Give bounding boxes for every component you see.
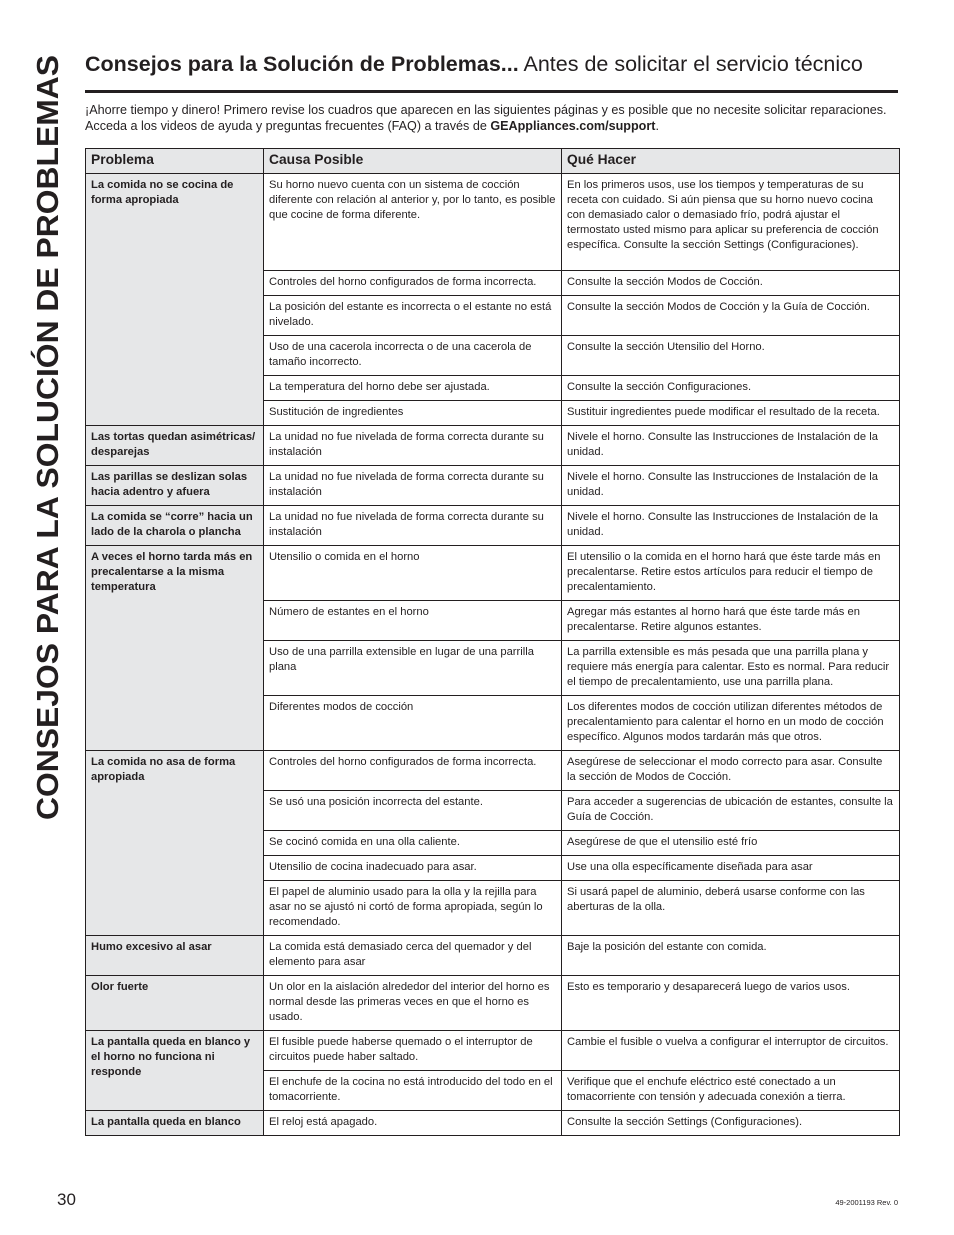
troubleshooting-table	[85, 148, 900, 1136]
cause-cell: El fusible puede haberse quemado o el interruptor de circuitos puede haber saltado.	[264, 1031, 562, 1071]
cause-cell: Uso de una cacerola incorrecta o de una cacerola de tamaño incorrecto.	[264, 336, 562, 376]
action-cell: Agregar más estantes al horno hará que éste tarde más en precalentarse. Retire algunos estantes.	[562, 601, 900, 641]
page-number: 30	[57, 1190, 76, 1209]
table-row	[86, 751, 900, 791]
table-header-row	[86, 149, 900, 174]
action-cell: Los diferentes modos de cocción utilizan diferentes métodos de precalentamiento para calentar el horno en un modo de cocción específico. Algunos modos tardarán más que otros.	[562, 696, 900, 751]
cause-cell: Se usó una posición incorrecta del estante.	[264, 791, 562, 831]
intro-text: ¡Ahorre tiempo y dinero! Primero revise los cuadros que aparecen en las siguientes páginas y es posible que no necesite solicitar reparaciones. Acceda a los videos de ayuda y preguntas frecuentes (FAQ) a través de	[85, 103, 887, 133]
table-row	[86, 466, 900, 506]
action-cell: Si usará papel de aluminio, deberá usarse conforme con las aberturas de la olla.	[562, 881, 900, 936]
action-cell: Consulte la sección Modos de Cocción.	[562, 271, 900, 296]
action-cell: Asegúrese de seleccionar el modo correcto para asar. Consulte la sección de Modos de Cocción.	[562, 751, 900, 791]
action-cell: Para acceder a sugerencias de ubicación de estantes, consulte la Guía de Cocción.	[562, 791, 900, 831]
intro-end: .	[655, 118, 659, 133]
problem-cell: A veces el horno tarda más en precalentarse a la misma temperatura	[86, 546, 264, 751]
table-row	[86, 426, 900, 466]
cause-cell: La unidad no fue nivelada de forma correcta durante su instalación	[264, 426, 562, 466]
header-divider	[85, 90, 898, 93]
column-header-cause: Causa Posible	[264, 149, 562, 174]
action-cell: Asegúrese de que el utensilio esté frío	[562, 831, 900, 856]
problem-cell: Las parillas se deslizan solas hacia adentro y afuera	[86, 466, 264, 506]
action-cell: Cambie el fusible o vuelva a configurar el interruptor de circuitos.	[562, 1031, 900, 1071]
action-cell: Verifique que el enchufe eléctrico esté conectado a un tomacorriente con tensión y adecuada conexión a tierra.	[562, 1071, 900, 1111]
problem-cell: La pantalla queda en blanco	[86, 1111, 264, 1136]
intro-paragraph	[85, 103, 898, 134]
cause-cell: Utensilio de cocina inadecuado para asar.	[264, 856, 562, 881]
action-cell: La parrilla extensible es más pesada que una parrilla plana y requiere más energía para calentar. Esto es normal. Para reducir el tiempo de precalentamiento, use una parrilla plana.	[562, 641, 900, 696]
action-cell: Consulte la sección Settings (Configuraciones).	[562, 1111, 900, 1136]
action-cell: Nivele el horno. Consulte las Instrucciones de Instalación de la unidad.	[562, 426, 900, 466]
cause-cell: Sustitución de ingredientes	[264, 401, 562, 426]
page-title-bold: Consejos para la Solución de Problemas...	[85, 52, 519, 76]
action-cell: Consulte la sección Utensilio del Horno.	[562, 336, 900, 376]
action-cell: Esto es temporario y desaparecerá luego de varios usos.	[562, 976, 900, 1031]
action-cell: Consulte la sección Configuraciones.	[562, 376, 900, 401]
cause-cell: Número de estantes en el horno	[264, 601, 562, 641]
table-row	[86, 1111, 900, 1136]
action-cell: Sustituir ingredientes puede modificar el resultado de la receta.	[562, 401, 900, 426]
problem-cell: Olor fuerte	[86, 976, 264, 1031]
cause-cell: Controles del horno configurados de forma incorrecta.	[264, 751, 562, 791]
side-title-text: CONSEJOS PARA LA SOLUCIÓN DE PROBLEMAS	[30, 75, 65, 820]
problem-cell: La comida se “corre” hacia un lado de la charola o plancha	[86, 506, 264, 546]
cause-cell: La posición del estante es incorrecta o el estante no está nivelado.	[264, 296, 562, 336]
problem-cell: Humo excesivo al asar	[86, 936, 264, 976]
support-link[interactable]: GEAppliances.com/support	[490, 118, 656, 133]
cause-cell: Un olor en la aislación alrededor del interior del horno es normal desde las primeras veces en que el horno es usado.	[264, 976, 562, 1031]
cause-cell: La comida está demasiado cerca del quemador y del elemento para asar	[264, 936, 562, 976]
cause-cell: El reloj está apagado.	[264, 1111, 562, 1136]
action-cell: Use una olla específicamente diseñada para asar	[562, 856, 900, 881]
page-header	[85, 50, 898, 78]
action-cell: Consulte la sección Modos de Cocción y la Guía de Cocción.	[562, 296, 900, 336]
problem-cell: Las tortas quedan asimétricas/ desparejas	[86, 426, 264, 466]
action-cell: En los primeros usos, use los tiempos y temperaturas de su receta con cuidado. Si aún piensa que su horno nuevo cocina con demasiado calor o demasiado frío, podrá ajustar el termostato usted mismo para aplicar su preferencia de cocción específica. Consulte la sección Settings (Configuraciones).	[562, 174, 900, 271]
cause-cell: Utensilio o comida en el horno	[264, 546, 562, 601]
action-cell: El utensilio o la comida en el horno hará que éste tarde más en precalentarse. Retire estos artículos para reducir el tiempo de precalentamiento.	[562, 546, 900, 601]
cause-cell: La temperatura del horno debe ser ajustada.	[264, 376, 562, 401]
table-row	[86, 506, 900, 546]
page-title	[85, 50, 898, 78]
table-row	[86, 546, 900, 601]
problem-cell: La comida no asa de forma apropiada	[86, 751, 264, 936]
cause-cell: Controles del horno configurados de forma incorrecta.	[264, 271, 562, 296]
document-number: 49-2001193 Rev. 0	[835, 1198, 898, 1207]
cause-cell: La unidad no fue nivelada de forma correcta durante su instalación	[264, 506, 562, 546]
column-header-problem: Problema	[86, 149, 264, 174]
problem-cell: La comida no se cocina de forma apropiada	[86, 174, 264, 426]
action-cell: Baje la posición del estante con comida.	[562, 936, 900, 976]
table-row	[86, 174, 900, 271]
cause-cell: Uso de una parrilla extensible en lugar de una parrilla plana	[264, 641, 562, 696]
cause-cell: El papel de aluminio usado para la olla y la rejilla para asar no se ajustó ni cortó de forma apropiada, según lo recomendado.	[264, 881, 562, 936]
action-cell: Nivele el horno. Consulte las Instrucciones de Instalación de la unidad.	[562, 506, 900, 546]
cause-cell: Se cocinó comida en una olla caliente.	[264, 831, 562, 856]
cause-cell: La unidad no fue nivelada de forma correcta durante su instalación	[264, 466, 562, 506]
side-title	[22, 55, 66, 820]
page-title-regular: Antes de solicitar el servicio técnico	[518, 52, 863, 76]
column-header-action: Qué Hacer	[562, 149, 900, 174]
problem-cell: La pantalla queda en blanco y el horno no funciona ni responde	[86, 1031, 264, 1111]
cause-cell: Su horno nuevo cuenta con un sistema de cocción diferente con relación al anterior y, por lo tanto, es posible que cocine de forma diferente.	[264, 174, 562, 271]
cause-cell: Diferentes modos de cocción	[264, 696, 562, 751]
action-cell: Nivele el horno. Consulte las Instrucciones de Instalación de la unidad.	[562, 466, 900, 506]
table-row	[86, 936, 900, 976]
cause-cell: El enchufe de la cocina no está introducido del todo en el tomacorriente.	[264, 1071, 562, 1111]
table-body	[86, 174, 900, 1136]
table-row	[86, 1031, 900, 1071]
table-row	[86, 976, 900, 1031]
